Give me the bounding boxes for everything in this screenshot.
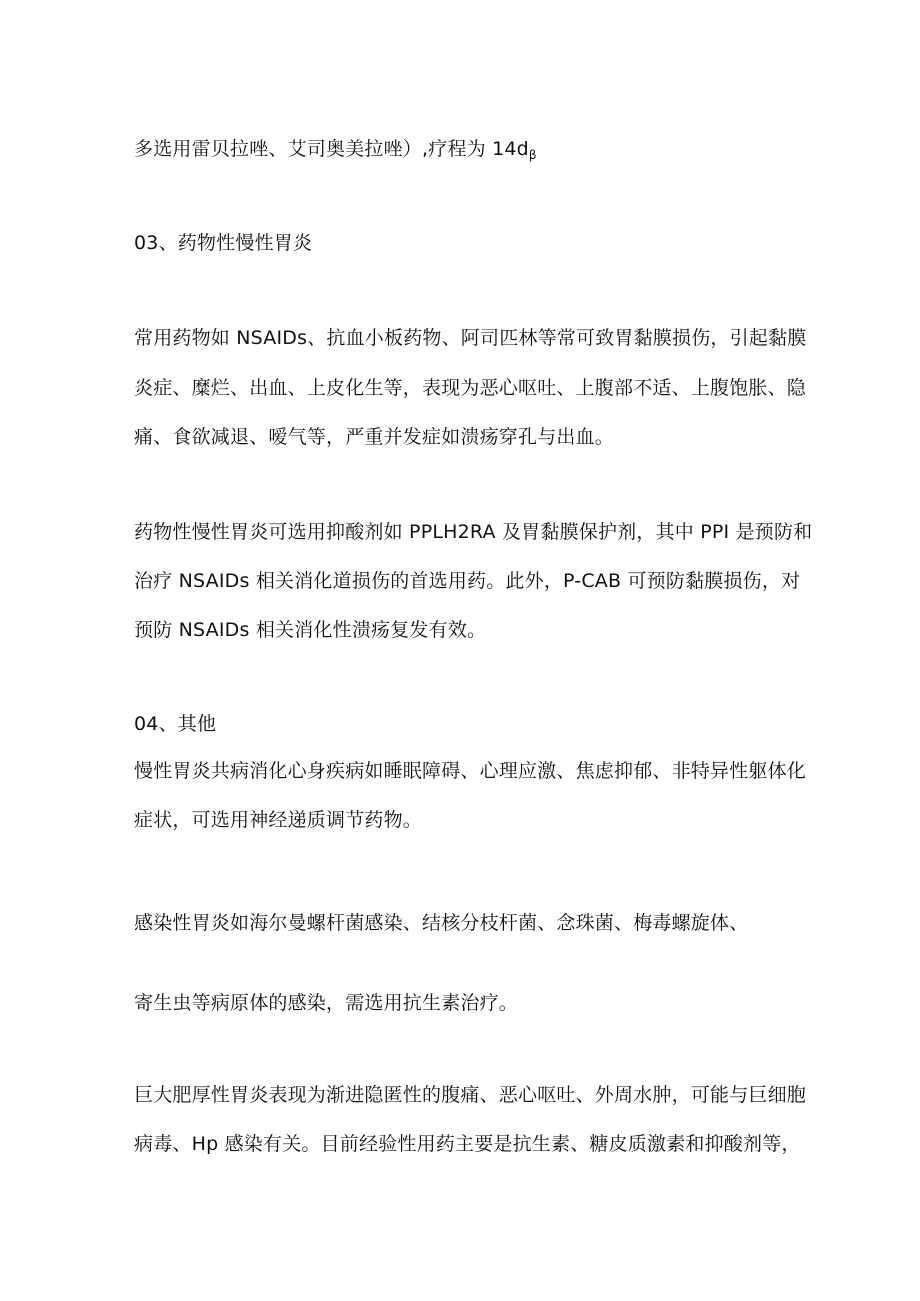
paragraph-line: 治疗 NSAIDs 相关消化道损伤的首选用药。此外，P-CAB 可预防黏膜损伤，对 bbox=[134, 570, 801, 592]
paragraph-line: 巨大肥厚性胃炎表现为渐进隐匿性的腹痛、恶心呕吐、外周水肿，可能与巨细胞 bbox=[134, 1084, 807, 1106]
paragraph-line: 常用药物如 NSAIDs、抗血小板药物、阿司匹林等常可致胃黏膜损伤，引起黏膜 bbox=[134, 327, 807, 349]
paragraph-line: 预防 NSAIDs 相关消化性溃疡复发有效。 bbox=[134, 619, 487, 641]
text-run: 多选用雷贝拉唑、艾司奥美拉唑）,疗程为 14d bbox=[134, 138, 529, 160]
paragraph-line: 慢性胃炎共病消化心身疾病如睡眠障碍、心理应激、焦虑抑郁、非特异性躯体化 bbox=[134, 760, 807, 782]
subscript-text: β bbox=[528, 148, 537, 162]
paragraph-line bbox=[134, 136, 794, 168]
section-heading-03: 03、药物性慢性胃炎 bbox=[134, 232, 313, 254]
paragraph-line: 炎症、糜烂、出血、上皮化生等，表现为恶心呕吐、上腹部不适、上腹饱胀、隐 bbox=[134, 377, 807, 399]
paragraph-line: 症状，可选用神经递质调节药物。 bbox=[134, 809, 423, 831]
paragraph-line: 药物性慢性胃炎可选用抑酸剂如 PPLH2RA 及胃黏膜保护剂，其中 PPI 是预防和 bbox=[134, 521, 813, 543]
paragraph-line: 病毒、Hp 感染有关。目前经验性用药主要是抗生素、糖皮质激素和抑酸剂等， bbox=[134, 1133, 801, 1155]
paragraph-line: 感染性胃炎如海尔曼螺杆菌感染、结核分枝杆菌、念珠菌、梅毒螺旋体、 bbox=[134, 912, 749, 934]
paragraph-line: 痛、食欲减退、嗳气等，严重并发症如溃疡穿孔与出血。 bbox=[134, 426, 615, 448]
paragraph-line: 寄生虫等病原体的感染，需选用抗生素治疗。 bbox=[134, 992, 519, 1014]
section-heading-04: 04、其他 bbox=[134, 713, 217, 735]
